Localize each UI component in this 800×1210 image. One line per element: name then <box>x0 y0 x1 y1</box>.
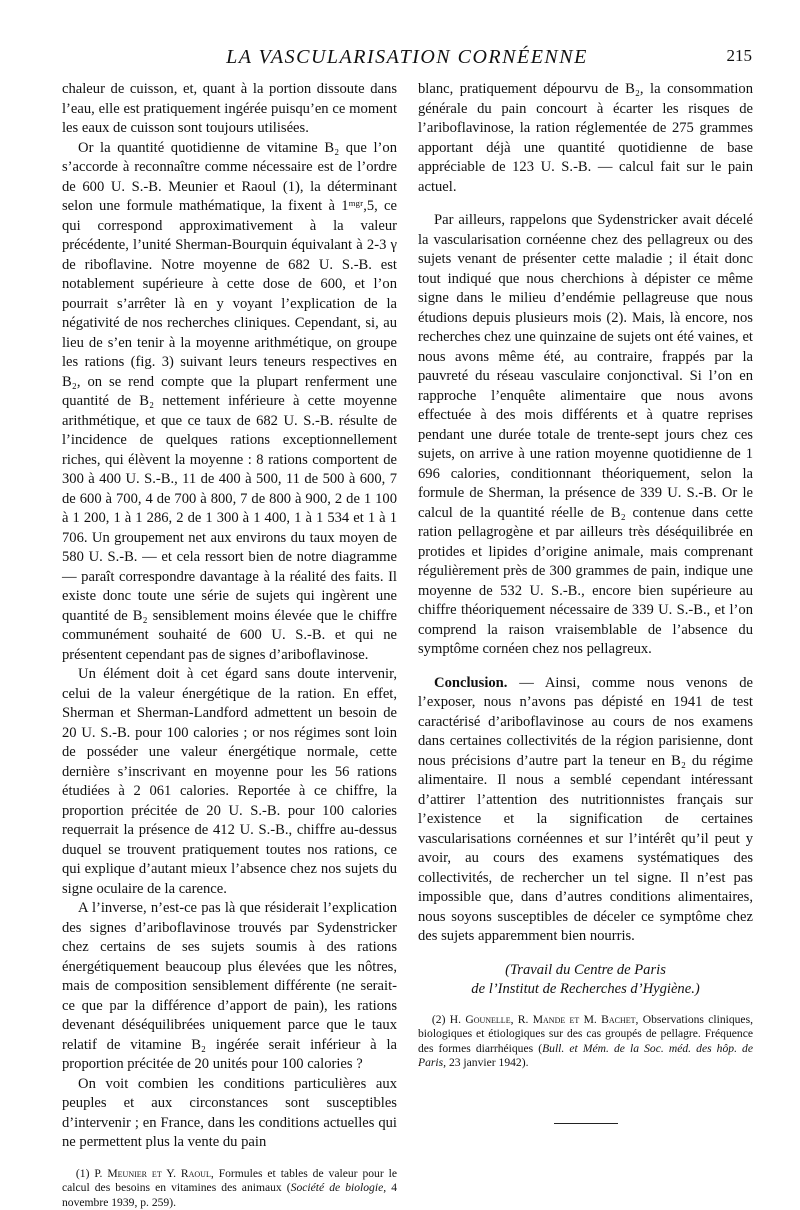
page-header <box>62 46 752 72</box>
footnote-text: Observations cliniques, biologiques et étiologiques sur des cas groupés de pellagre. Fréquence des formes diarrhéiques ( <box>418 1013 753 1055</box>
running-title: LA VASCULARISATION CORNÉENNE <box>62 46 752 69</box>
conclusion-heading: Conclusion. <box>434 675 507 691</box>
paragraph: chaleur de cuisson, et, quant à la portion dissoute dans l’eau, elle est pratiquement ingérée puisqu’en ce moment les eaux de cuisson sont toujours utilisées. <box>62 80 397 139</box>
right-column <box>418 80 753 1124</box>
attribution-line: (Travail du Centre de Paris <box>505 962 666 978</box>
conclusion-paragraph <box>418 674 753 947</box>
attribution-line: de l’Institut de Recherches d’Hygiène.) <box>471 981 699 997</box>
paragraph: Par ailleurs, rappelons que Sydenstricker avait décelé la vascularisation cornéenne chez des pellagreux ou des sujets venant de présenter cette maladie ; il était donc tout indiqué que nous cherchions à dépister ce même signe dans le milieu d’endémie pellagreuse que nous étudions depuis plusieurs mois (2). Mais, là encore, nos recherches chez une quinzaine de sujets ont été vaines, et nous avons même été, au contraire, frappés par la pauvreté du réseau vasculaire conjonctival. Si l’on en rapproche l’enquête alimentaire que nous avons effectuée à des mois différents et à quatre reprises pendant une durée totale de trente-sept jours chez ces sujets, on arrive à une ration moyenne quotidienne de 1 696 calories, conditionnant théoriquement, selon la formule de Sherman, la présence de 339 U. S.-B. Or le calcul de la quantité réelle de B₂ contenue dans cette ration pellagrogène et par ailleurs très déséquilibrée en protides et lipides d’origine animale, mais comprenant régulièrement près de 300 grammes de pain, indique une moyenne de 532 U. S.-B., encore bien supérieure au chiffre théoriquement nécessaire de 339 U. S.-B., et l’on comprend la raison vraisemblable de l’absence du symptôme cornéen chez nos pellagreux. <box>418 211 753 660</box>
paragraph: A l’inverse, n’est-ce pas là que résiderait l’explication des signes d’ariboflavinose trouvés par Sydenstricker chez certains de ses sujets soumis à des rations énergétiquement beaucoup plus élevées que les nôtres, mais de composition sensiblement différente (ne serait-ce que par la différence d’apport de pain), les rations devenant déséquilibrées uniquement parce que le taux relatif de vitamine B₂ ingérée serait inférieur à la proportion précitée de 20 unités pour 100 calories ? <box>62 899 397 1075</box>
footnote-text: Formules et tables de valeur pour le calcul des besoins en vitamines des animaux ( <box>62 1167 397 1195</box>
footnote-authors: P. Meunier et Y. Raoul, <box>94 1167 213 1180</box>
footnote-marker: (1) <box>76 1167 90 1180</box>
conclusion-text: — Ainsi, comme nous venons de l’exposer, nous n’avons pas dépisté en 1941 de test caractérisé d’ariboflavinose au cours de nos examens dans certaines collectivités de la région parisienne, dont nous précisions d’autre part la teneur en B₂ du régime alimentaire. Il nous a semblé cependant intéressant d’attirer l’attention des nutritionnistes français sur l’existence et la signification de certaines vascularisations cornéennes et sur l’intérêt qu’il peut y avoir, au cours des examens systématiques des collectivités, de rechercher un tel signe. Il n’est pas impossible que, dans d’autres conditions alimentaires, nous soyons susceptibles de déceler ce symptôme chez des sujets apparemment bien nourris. <box>418 675 753 945</box>
footnote-source: Bull. et Mém. de la Soc. méd. des hôp. de Paris, <box>418 1042 753 1070</box>
paragraph: On voit combien les conditions particulières aux peuples et aux circonstances sont susceptibles d’intervenir ; en France, dans les conditions actuelles qui ne permettent plus la vente du pain <box>62 1075 397 1153</box>
footnote-2 <box>418 1013 753 1071</box>
page-number: 215 <box>727 46 753 66</box>
footnote-end: 23 janvier 1942). <box>449 1056 529 1069</box>
paragraph: Or la quantité quotidienne de vitamine B₂ que l’on s’accorde à reconnaître comme nécessaire est de l’ordre de 600 U. S.-B. Meunier et Raoul (1), la déterminant selon une formule mathématique, la fixent à 1ᵐᵍʳ,5, ce qui correspond approximativement à la valeur précédente, l’unité Sherman-Bourquin équivalant à 2-3 γ de riboflavine. Notre moyenne de 682 U. S.-B. est notablement supérieure à cette dose de 600, et l’on pourrait s’arrêter là en y voyant l’explication de la négativité de nos recherches cliniques. Cependant, si, au lieu de s’en tenir à la moyenne arithmétique, on groupe les rations (fig. 3) suivant leurs teneurs respectives en B₂, on se rend compte que la plupart renferment une quantité de B₂ nettement inférieure à cette moyenne arithmétique, et que ce taux de 682 U. S.-B. résulte de l’incidence de quelques rations exceptionnellement riches, qui élèvent la moyenne : 8 rations comportent de 300 à 400 U. S.-B., 11 de 400 à 500, 11 de 500 à 600, 7 de 600 à 700, 4 de 700 à 800, 7 de 800 à 900, 2 de 1 100 à 1 200, 1 à 1 286, 2 de 1 300 à 1 400, 1 à 1 534 et 1 à 1 706. Un groupement net aux environs du taux moyen de 580 U. S.-B. — et cela ressort bien de notre diagramme — paraît correspondre davantage à la réalité des faits. Il existe donc toute une série de sujets qui ingèrent une quantité de B₂ sensiblement moins élevée que le chiffre communément souhaité de 600 U. S.-B. et qui ne présentent cependant pas de signes d’ariboflavinose. <box>62 139 397 666</box>
footnote-source: Société de biologie, <box>291 1181 386 1194</box>
footnote-end: 4 novembre 1939, p. 259). <box>62 1181 397 1209</box>
left-column <box>62 80 397 1210</box>
attribution <box>418 961 753 999</box>
footnote-authors: H. Gounelle, R. Mande et M. Bachet, <box>450 1013 639 1026</box>
paragraph: Un élément doit à cet égard sans doute intervenir, celui de la valeur énergétique de la ration. En effet, Sherman et Sherman-Landford admettent un besoin de 20 U. S.-B. pour 100 calories ; or nos régimes sont loin de posséder une valeur énergétique normale, cette dernière s’inscrivant en moyenne pour les 56 rations étudiées à 2 061 calories. Reportée à ce chiffre, la proportion précitée de 20 U. S.-B. pour 100 calories requerrait la présence de 412 U. S.-B., chiffre au-dessus duquel se trouvent pratiquement toutes nos rations, ce qui explique d’autant mieux l’absence chez nos sujets du signe oculaire de la carence. <box>62 665 397 899</box>
footnote-1 <box>62 1167 397 1210</box>
end-rule <box>554 1123 618 1124</box>
footnote-marker: (2) <box>432 1013 446 1026</box>
paragraph: blanc, pratiquement dépourvu de B₂, la consommation générale du pain concourt à écarter les risques de l’ariboflavinose, la ration réglementée de 275 grammes apportant déjà une quantité quotidienne de base appréciable de 123 U. S.-B. — calcul fait sur le pain actuel. <box>418 80 753 197</box>
